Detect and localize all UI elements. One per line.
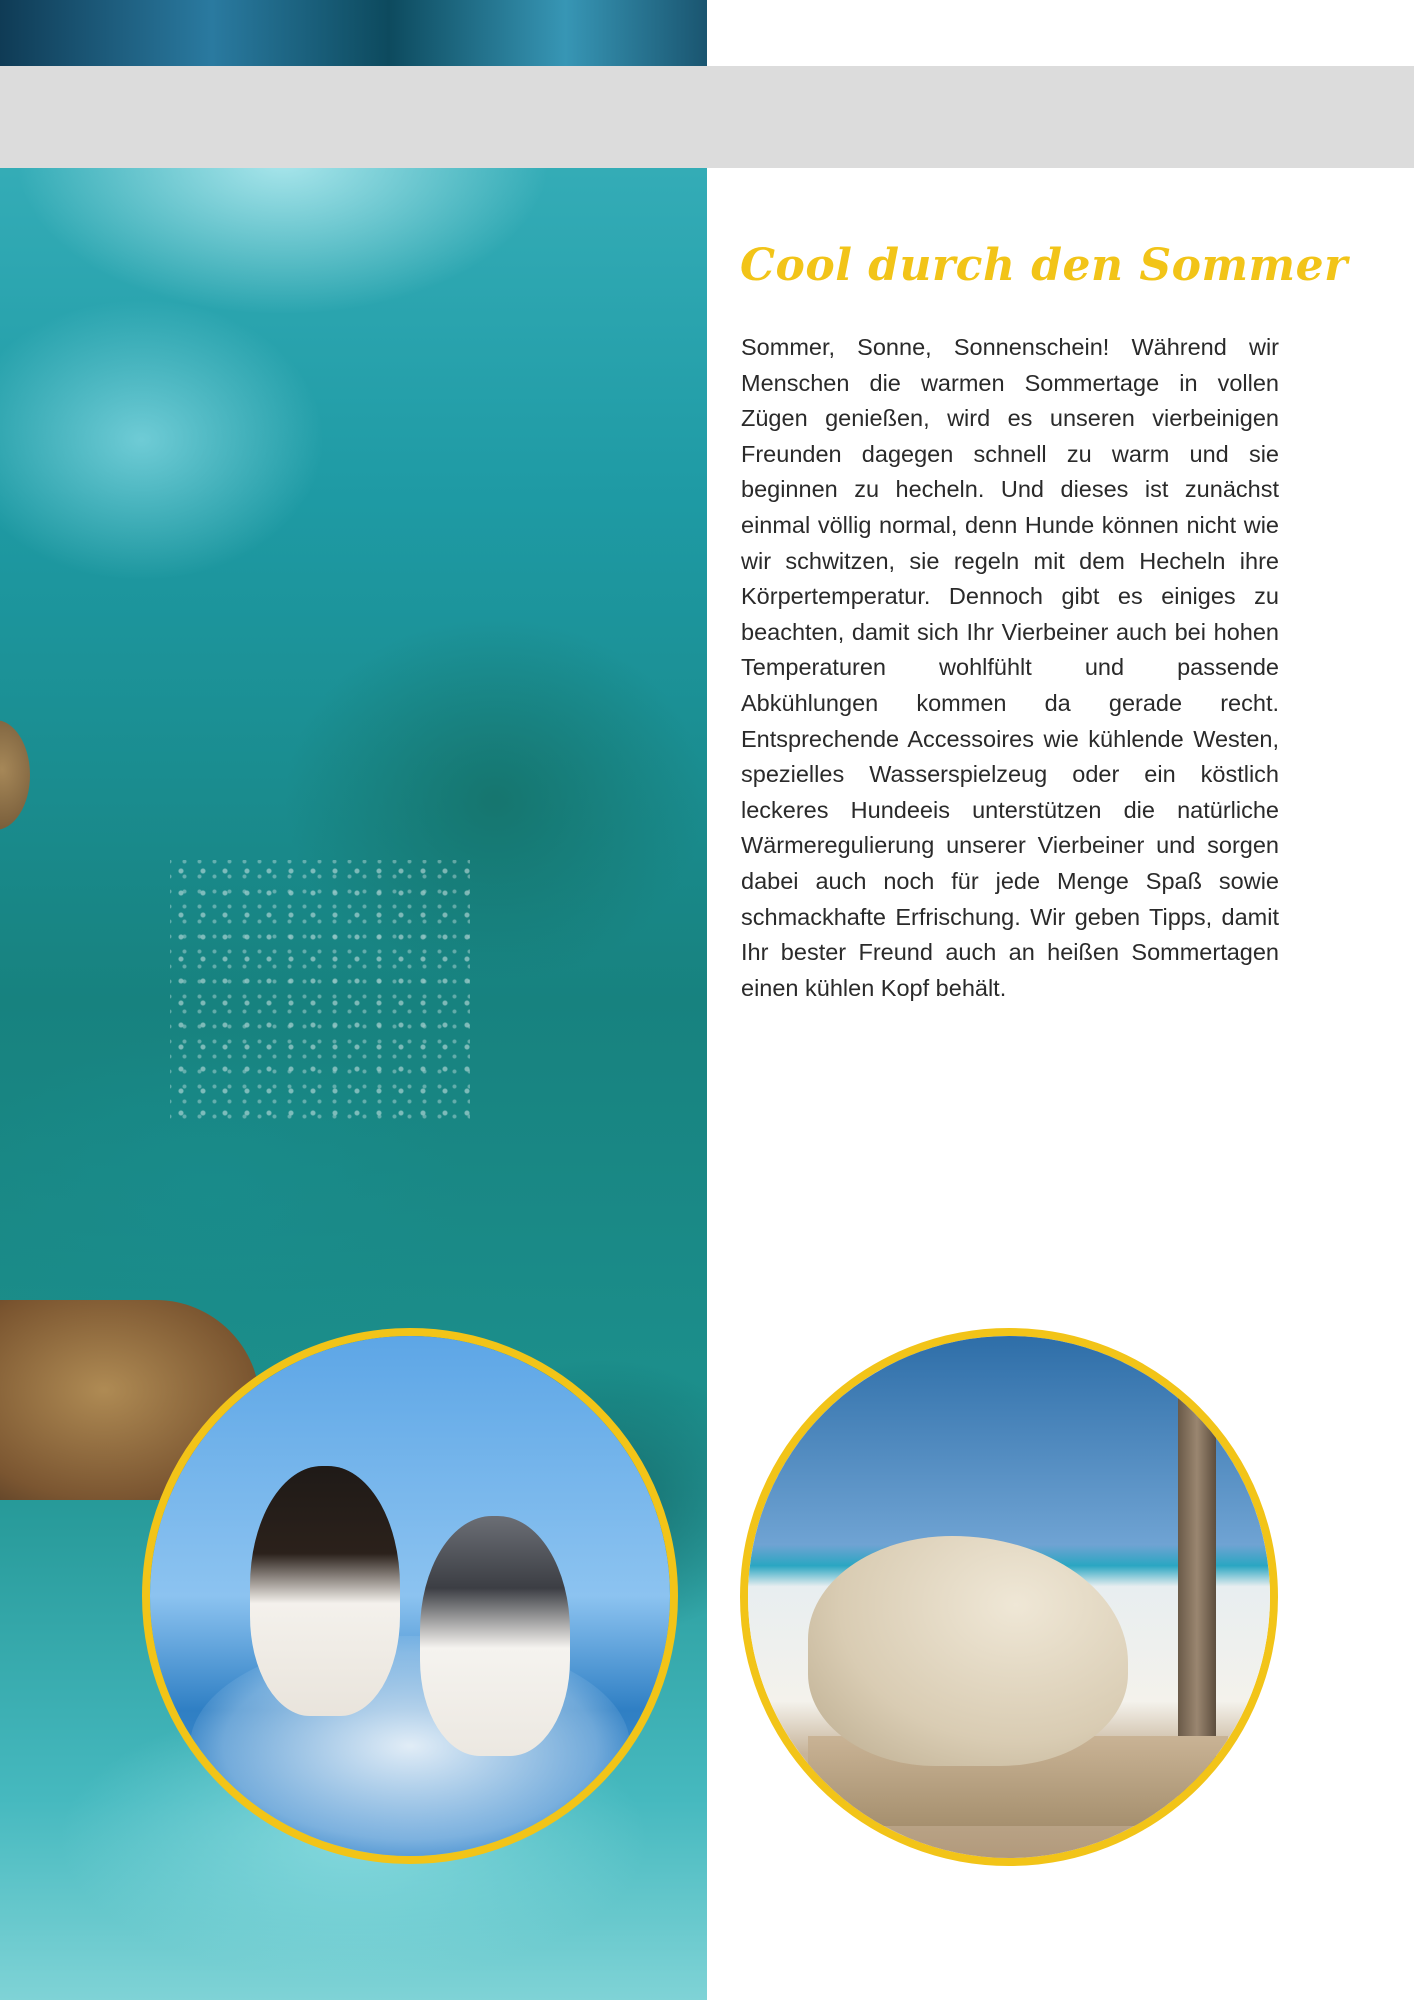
dog-snout bbox=[0, 720, 30, 830]
header-band bbox=[0, 66, 1414, 168]
article-body: Sommer, Sonne, Sonnenschein! Während wir Menschen die warmen Sommertage in vollen Zügen genießen, wird es unseren vierbeinigen Freunden dagegen schnell zu warm und sie beginnen zu hecheln. Und dieses ist zunächst einmal völlig normal, denn Hunde können nicht wie wir schwitzen, sie regeln mit dem Hecheln ihre Körpertemperatur. Dennoch gibt es einiges zu beachten, damit sich Ihr Vierbeiner auch bei hohen Temperaturen wohlfühlt und passende Abkühlungen kommen da gerade recht. Entsprechende Accessoires wie kühlende Westen, spezielles Wasserspielzeug oder ein köstlich leckeres Hundeeis unterstützen die natürliche Wärmeregulierung unserer Vierbeiner und sorgen dabei auch noch für jede Menge Spaß sowie schmackhafte Erfrischung. Wir geben Tipps, damit Ihr bester Freund auch an heißen Sommertagen einen kühlen Kopf behält. bbox=[741, 334, 1279, 1001]
dogs-running-photo bbox=[142, 1328, 678, 1864]
water-surface-strip bbox=[0, 0, 707, 66]
article-title: Cool durch den Sommer bbox=[740, 240, 1348, 291]
merle-dog bbox=[420, 1516, 570, 1756]
water-bubbles bbox=[170, 860, 470, 1120]
tricolor-dog bbox=[250, 1466, 400, 1716]
dog-beach-photo bbox=[740, 1328, 1278, 1866]
